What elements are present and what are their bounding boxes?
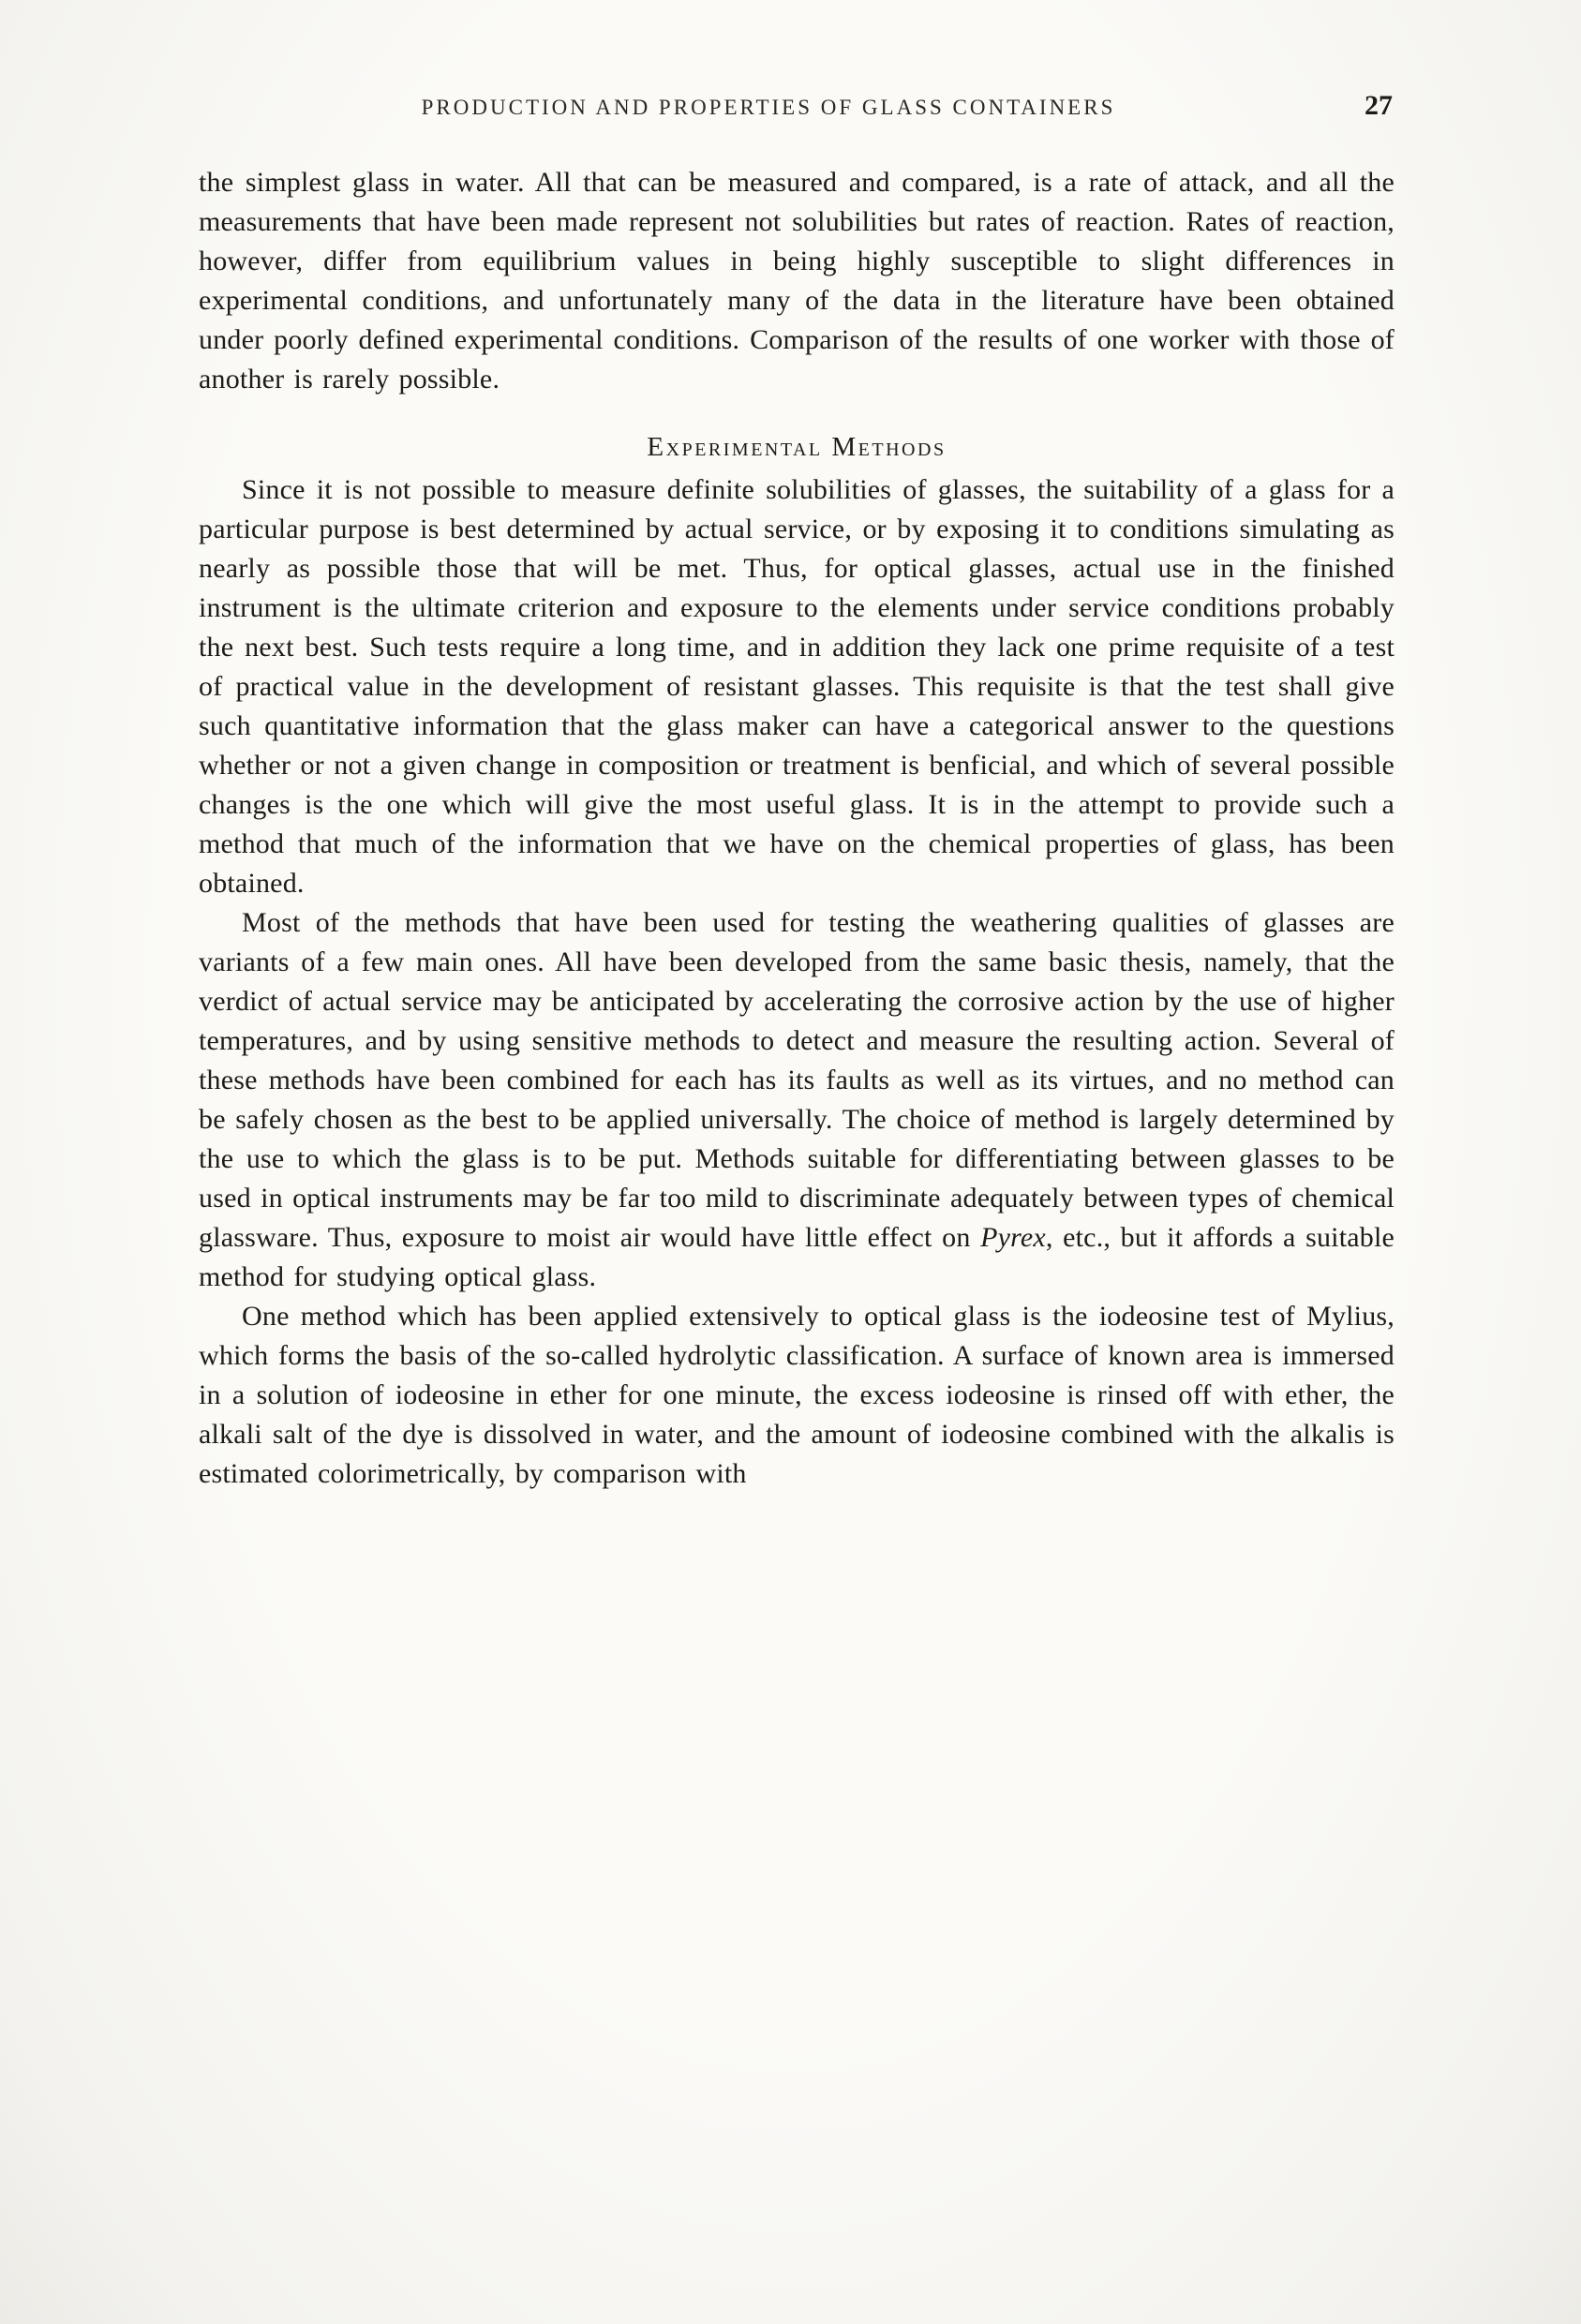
- running-header: [199, 90, 1395, 131]
- paragraph-experimental-methods-1: Since it is not possible to measure definite solubilities of glasses, the suitability of a glass for a particular purpose is best determined by actual service, or by exposing it to conditions simulating as nearly as possible those that will be met. Thus, for optical glasses, actual use in the finished instrument is the ultimate criterion and exposure to the elements under service conditions probably the next best. Such tests require a long time, and in addition they lack one prime requisite of a test of practical value in the development of resistant glasses. This requisite is that the test shall give such quantitative information that the glass maker can have a categorical answer to the questions whether or not a given change in composition or treatment is benficial, and which of several possible changes is the one which will give the most useful glass. It is in the attempt to provide such a method that much of the information that we have on the chemical properties of glass, has been obtained.: [199, 474, 1395, 899]
- paragraph-testing-methods: Most of the methods that have been used for testing the weathering qualities of glasses are variants of a few main ones. All have been developed from the same basic thesis, namely, that the verdict of actual service may be anticipated by accelerating the corrosive action by the use of higher temperatures, and by using sensitive methods to detect and measure the resulting action. Several of these methods have been combined for each has its faults as well as its virtues, and no method can be safely chosen as the best to be applied universally. The choice of method is largely determined by the use to which the glass is to be put. Methods suitable for differentiating between glasses to be used in optical instruments may be far too mild to discriminate adequately between types of chemical glassware. Thus, exposure to moist air would have little effect on Pyrex, etc., but it affords a suitable method for studying optical glass.: [199, 907, 1395, 1292]
- page-number: 27: [1365, 90, 1393, 121]
- section-heading-experimental-methods: Experimental Methods: [647, 432, 947, 462]
- paragraph-iodeosine-test: One method which has been applied extensively to optical glass is the iodeosine test of Mylius, which forms the basis of the so-called hydrolytic classification. A surface of known area is immersed in a solution of iodeosine in ether for one minute, the excess iodeosine is rinsed off with ether, the alkali salt of the dye is dissolved in water, and the amount of iodeosine combined with the alkalis is estimated colorimetrically, by comparison with: [199, 1301, 1395, 1489]
- text-column: [199, 90, 1395, 1494]
- running-header-title: PRODUCTION AND PROPERTIES OF GLASS CONTAINERS: [421, 96, 1116, 119]
- paragraph-continuation: the simplest glass in water. All that can be measured and compared, is a rate of attack, and all the measurements that have been made represent not solubilities but rates of reaction. Rates of reaction, however, differ from equilibrium values in being highly susceptible to slight differences in experimental conditions, and unfortunately many of the data in the literature have been obtained under poorly defined experimental conditions. Comparison of the results of one worker with those of another is rarely possible.: [199, 167, 1395, 395]
